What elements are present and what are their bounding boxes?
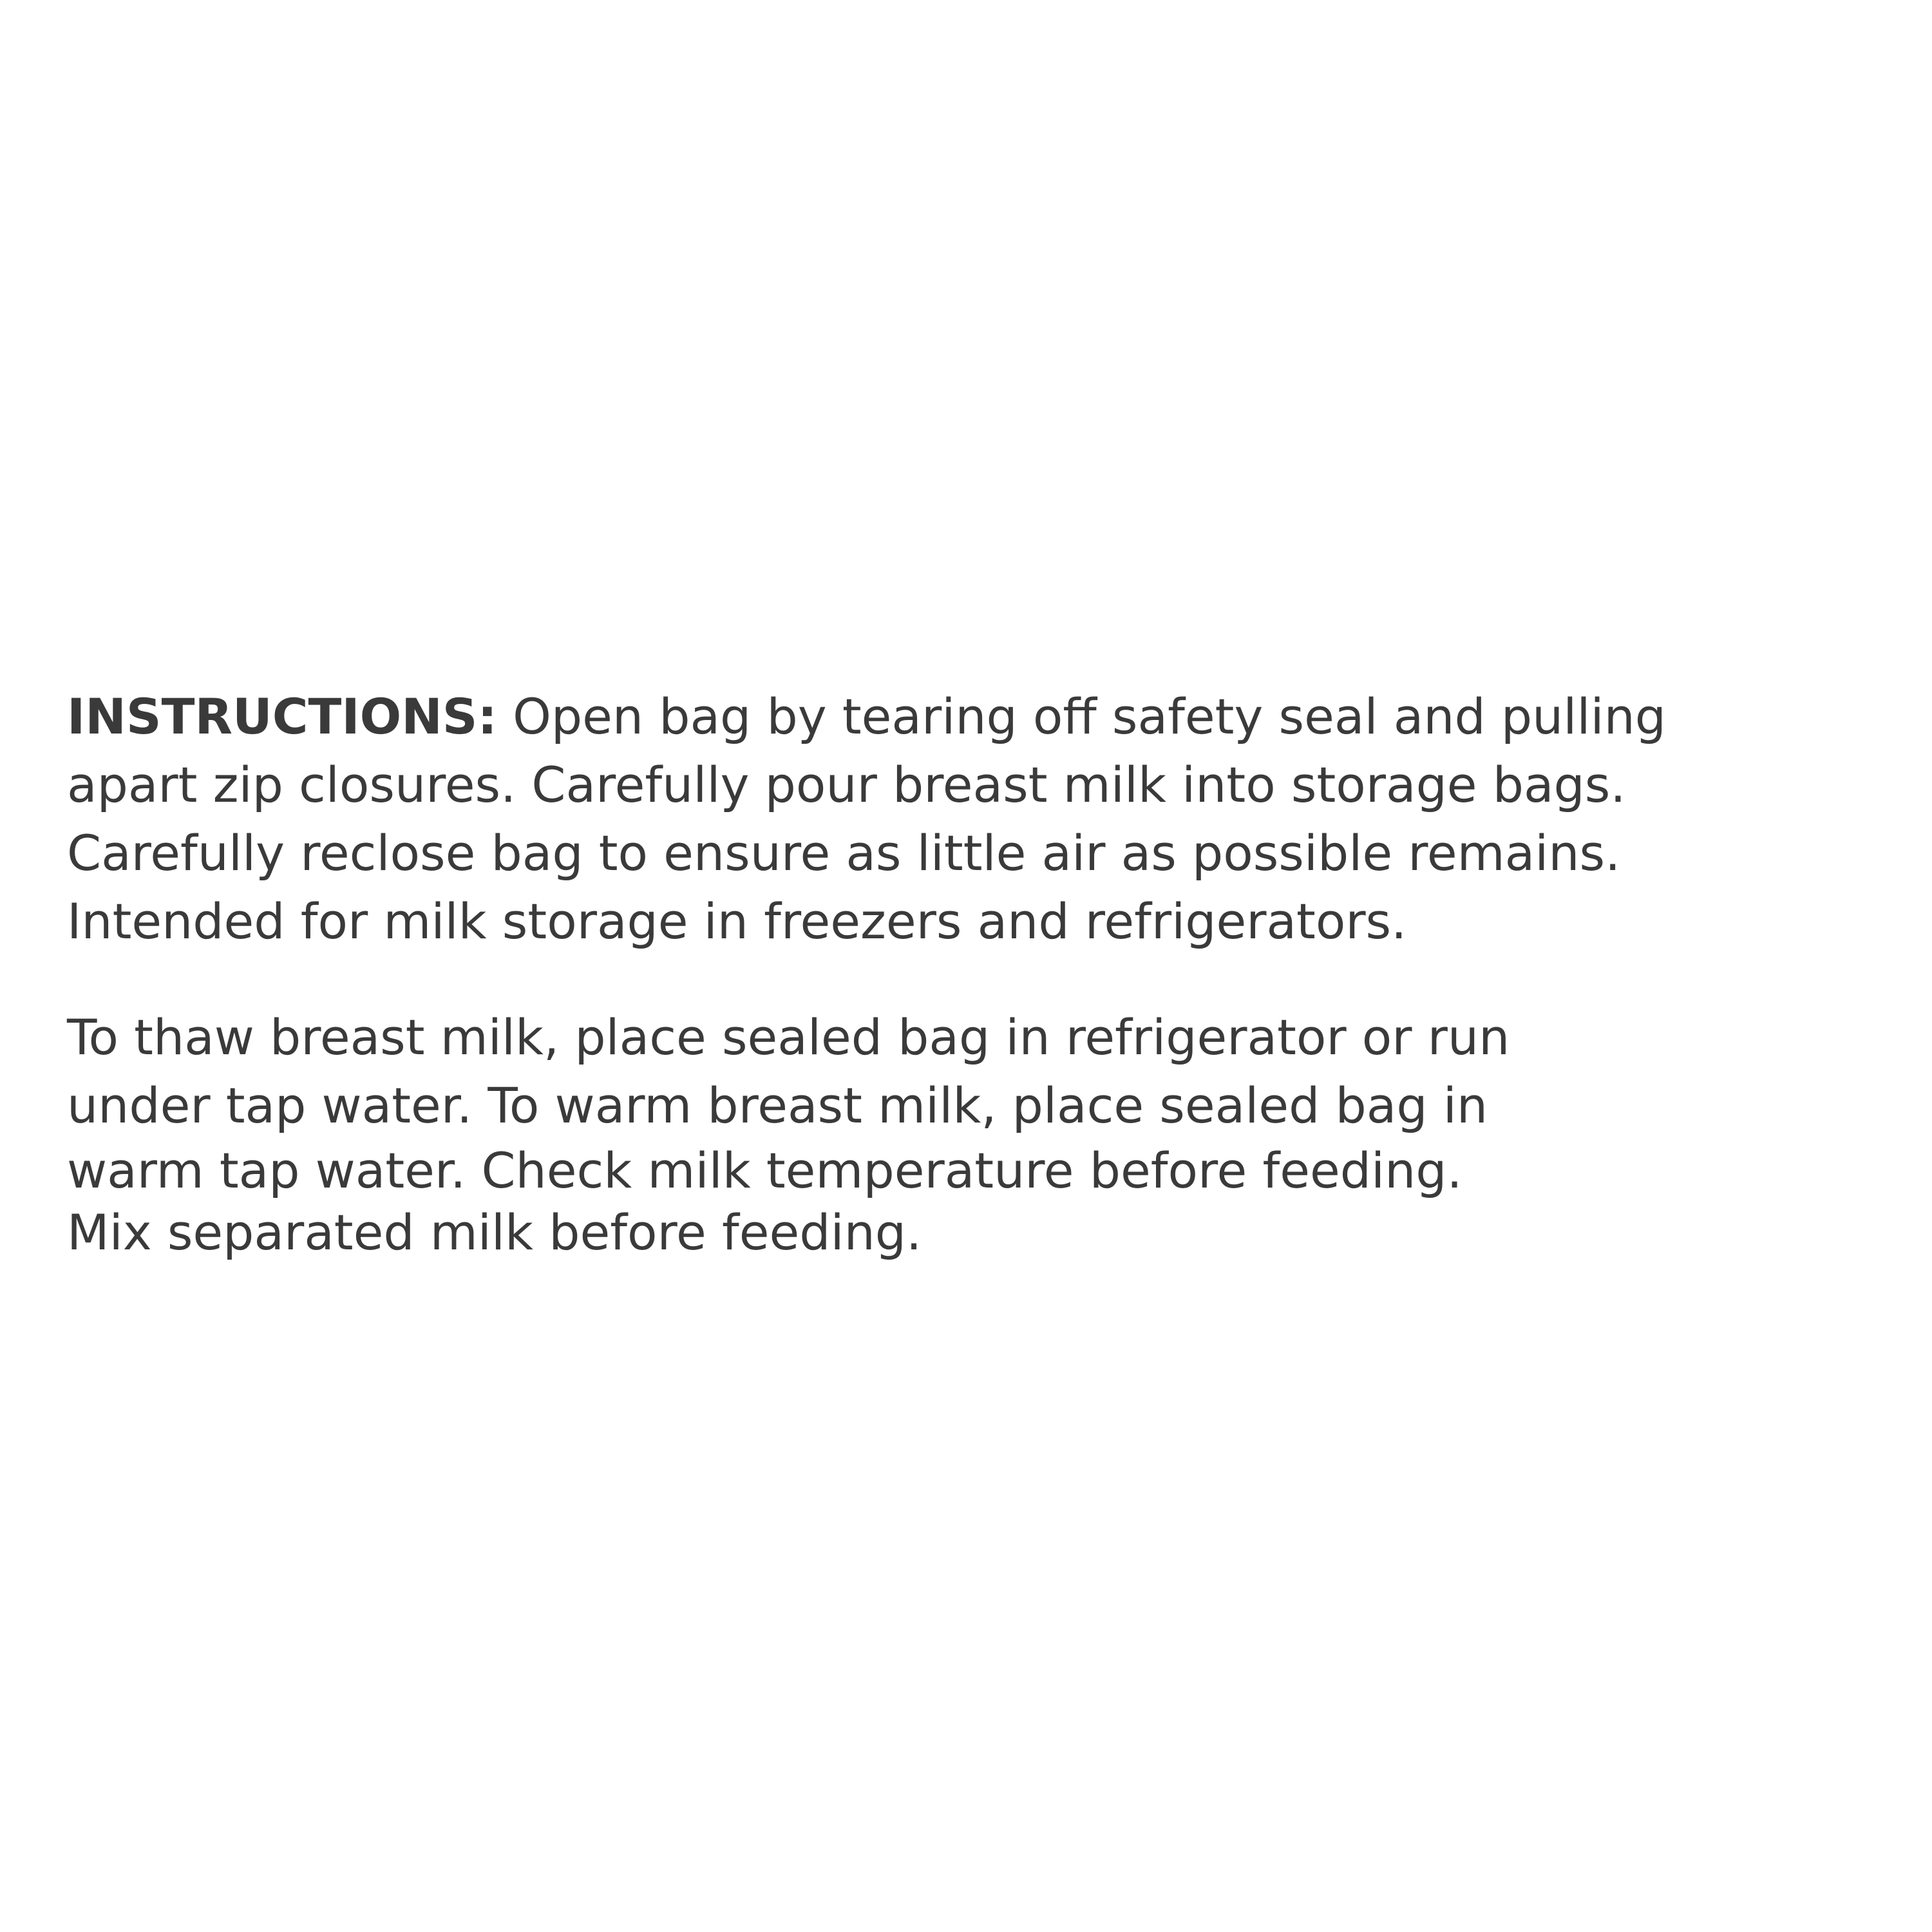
instructions-document — [67, 683, 1909, 1264]
paragraph-1-line-3: Carefully reclose bag to ensure as little air as possible remains. — [67, 824, 1621, 882]
instructions-heading: INSTRUCTIONS: — [67, 688, 497, 745]
paragraph-1-line-1 — [67, 683, 1909, 751]
instructions-paragraph-1 — [67, 683, 1909, 956]
paragraph-2-line-4: Mix separated milk before feeding. — [67, 1204, 922, 1261]
paragraph-1-line-4: Intended for milk storage in freezers and refrigerators. — [67, 893, 1407, 950]
paragraph-2-line-1: To thaw breast milk, place sealed bag in refrigerator or run — [67, 1009, 1510, 1066]
paragraph-2-line-2: under tap water. To warm breast milk, place sealed bag in — [67, 1077, 1488, 1134]
paragraph-1-line-1-text: Open bag by tearing off safety seal and pulling — [497, 688, 1667, 745]
paragraph-2-line-3: warm tap water. Check milk temperature before feeding. — [67, 1142, 1463, 1199]
instructions-paragraph-2 — [67, 1003, 1909, 1264]
paragraph-1-line-2: apart zip closures. Carefully pour breast milk into storage bags. — [67, 756, 1626, 813]
